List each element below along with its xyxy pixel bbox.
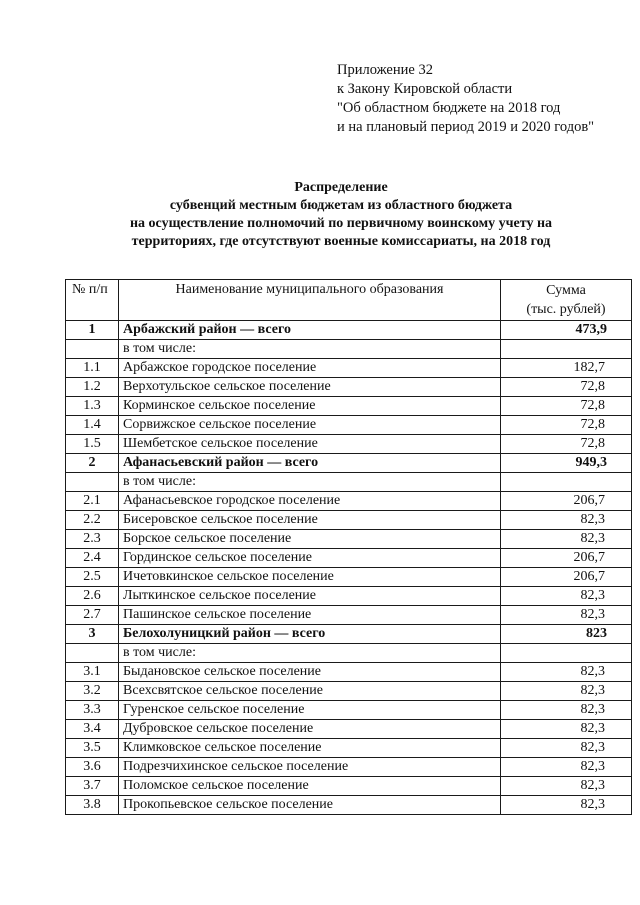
appendix-line: к Закону Кировской области xyxy=(337,81,513,97)
row-number: 2.2 xyxy=(66,511,119,530)
table-row xyxy=(66,796,632,815)
subheading-row xyxy=(66,473,632,492)
district-total-row xyxy=(66,321,632,340)
appendix-line: и на плановый период 2019 и 2020 годов" xyxy=(337,119,595,135)
title-line: Распределение xyxy=(294,180,388,195)
row-sum: 473,9 xyxy=(501,321,632,340)
row-name: Корминское сельское поселение xyxy=(119,397,501,416)
row-name: Гуренское сельское поселение xyxy=(119,701,501,720)
district-total-row xyxy=(66,625,632,644)
district-total-row xyxy=(66,454,632,473)
title-line: территориях, где отсутствуют военные комиссариаты, на 2018 год xyxy=(131,234,551,249)
table-body xyxy=(66,321,632,815)
row-name: Гординское сельское поселение xyxy=(119,549,501,568)
row-number: 3 xyxy=(66,625,119,644)
row-number: 2.3 xyxy=(66,530,119,549)
table-row xyxy=(66,359,632,378)
header-sum-line: Сумма xyxy=(546,283,586,298)
row-sum xyxy=(501,473,632,492)
row-sum: 82,3 xyxy=(501,606,632,625)
header-sum xyxy=(501,280,632,321)
row-sum: 72,8 xyxy=(501,435,632,454)
row-sum: 82,3 xyxy=(501,511,632,530)
table-row xyxy=(66,758,632,777)
table-row xyxy=(66,378,632,397)
row-number: 3.1 xyxy=(66,663,119,682)
row-sum: 949,3 xyxy=(501,454,632,473)
table-row xyxy=(66,777,632,796)
table-row xyxy=(66,682,632,701)
row-number: 1.4 xyxy=(66,416,119,435)
table-row xyxy=(66,530,632,549)
row-name: Прокопьевское сельское поселение xyxy=(119,796,501,815)
row-sum: 82,3 xyxy=(501,777,632,796)
row-sum: 182,7 xyxy=(501,359,632,378)
row-number xyxy=(66,340,119,359)
table-row xyxy=(66,435,632,454)
row-number: 1.5 xyxy=(66,435,119,454)
row-sum: 72,8 xyxy=(501,416,632,435)
table-header-row xyxy=(66,280,632,321)
row-name: Лыткинское сельское поселение xyxy=(119,587,501,606)
row-name: Климковское сельское поселение xyxy=(119,739,501,758)
appendix-line: Приложение 32 xyxy=(337,62,433,78)
header-name: Наименование муниципального образования xyxy=(119,280,501,321)
row-number: 3.5 xyxy=(66,739,119,758)
row-name: Подрезчихинское сельское поселение xyxy=(119,758,501,777)
table-row xyxy=(66,397,632,416)
row-name: Всехсвятское сельское поселение xyxy=(119,682,501,701)
row-sum: 82,3 xyxy=(501,530,632,549)
table-row xyxy=(66,549,632,568)
row-name: Сорвижское сельское поселение xyxy=(119,416,501,435)
row-name: Белохолуницкий район — всего xyxy=(119,625,501,644)
title-line: субвенций местным бюджетам из областного бюджета xyxy=(169,198,513,213)
row-number: 2.7 xyxy=(66,606,119,625)
row-sum xyxy=(501,340,632,359)
row-name: Афанасьевское городское поселение xyxy=(119,492,501,511)
row-number: 1.2 xyxy=(66,378,119,397)
row-sum: 206,7 xyxy=(501,492,632,511)
row-name: Борское сельское поселение xyxy=(119,530,501,549)
table-row xyxy=(66,568,632,587)
row-name: Шембетское сельское поселение xyxy=(119,435,501,454)
row-sum: 823 xyxy=(501,625,632,644)
row-number: 2.5 xyxy=(66,568,119,587)
row-number: 3.8 xyxy=(66,796,119,815)
row-number: 2 xyxy=(66,454,119,473)
row-name: Арбажское городское поселение xyxy=(119,359,501,378)
table-row xyxy=(66,663,632,682)
appendix-line: "Об областном бюджете на 2018 год xyxy=(337,100,561,116)
row-number: 1.3 xyxy=(66,397,119,416)
row-sum: 206,7 xyxy=(501,568,632,587)
row-sum: 82,3 xyxy=(501,758,632,777)
row-name: в том числе: xyxy=(119,473,501,492)
table-row xyxy=(66,511,632,530)
row-number xyxy=(66,473,119,492)
row-sum xyxy=(501,644,632,663)
row-name: в том числе: xyxy=(119,340,501,359)
document-title xyxy=(60,179,622,251)
table-row xyxy=(66,416,632,435)
row-sum: 206,7 xyxy=(501,549,632,568)
table-row xyxy=(66,492,632,511)
header-sum-unit: (тыс. рублей) xyxy=(526,302,606,317)
row-sum: 82,3 xyxy=(501,739,632,758)
table-row xyxy=(66,587,632,606)
row-name: Дубровское сельское поселение xyxy=(119,720,501,739)
row-name: Бисеровское сельское поселение xyxy=(119,511,501,530)
table-row xyxy=(66,606,632,625)
row-number: 3.6 xyxy=(66,758,119,777)
row-name: Афанасьевский район — всего xyxy=(119,454,501,473)
row-number: 2.6 xyxy=(66,587,119,606)
row-sum: 72,8 xyxy=(501,378,632,397)
table-row xyxy=(66,720,632,739)
table-row xyxy=(66,701,632,720)
row-name: Ичетовкинское сельское поселение xyxy=(119,568,501,587)
appendix-note xyxy=(337,61,594,137)
subheading-row xyxy=(66,644,632,663)
row-sum: 82,3 xyxy=(501,682,632,701)
row-sum: 82,3 xyxy=(501,701,632,720)
row-name: в том числе: xyxy=(119,644,501,663)
row-number: 1.1 xyxy=(66,359,119,378)
subvention-table xyxy=(65,279,632,815)
row-name: Быдановское сельское поселение xyxy=(119,663,501,682)
row-name: Пашинское сельское поселение xyxy=(119,606,501,625)
row-number: 3.2 xyxy=(66,682,119,701)
title-line: на осуществление полномочий по первичному воинскому учету на xyxy=(129,216,553,231)
row-number: 1 xyxy=(66,321,119,340)
row-name: Поломское сельское поселение xyxy=(119,777,501,796)
row-number: 2.1 xyxy=(66,492,119,511)
row-name: Верхотульское сельское поселение xyxy=(119,378,501,397)
subheading-row xyxy=(66,340,632,359)
row-sum: 82,3 xyxy=(501,663,632,682)
table-row xyxy=(66,739,632,758)
row-number: 3.4 xyxy=(66,720,119,739)
row-number: 3.3 xyxy=(66,701,119,720)
row-name: Арбажский район — всего xyxy=(119,321,501,340)
row-sum: 72,8 xyxy=(501,397,632,416)
row-sum: 82,3 xyxy=(501,720,632,739)
header-num: № п/п xyxy=(66,280,119,321)
row-sum: 82,3 xyxy=(501,796,632,815)
row-number: 3.7 xyxy=(66,777,119,796)
row-sum: 82,3 xyxy=(501,587,632,606)
row-number xyxy=(66,644,119,663)
row-number: 2.4 xyxy=(66,549,119,568)
